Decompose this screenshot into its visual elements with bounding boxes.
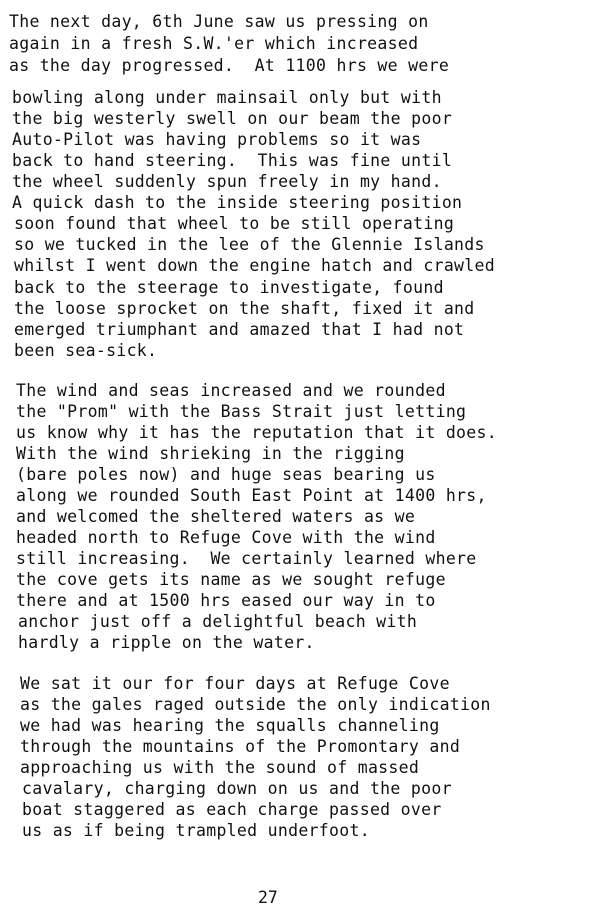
text-line: approaching us with the sound of massed (20, 758, 420, 777)
text-line: the big westerly swell on our beam the poor (12, 109, 453, 128)
text-line: the "Prom" with the Bass Strait just letting (16, 402, 467, 421)
text-line: there and at 1500 hrs eased our way in to (16, 591, 436, 610)
text-line: as the gales raged outside the only indication (20, 695, 491, 714)
text-line: whilst I went down the engine hatch and crawled (14, 256, 495, 275)
text-line: A quick dash to the inside steering position (12, 193, 463, 212)
text-line: bowling along under mainsail only but with (12, 88, 442, 107)
text-line: soon found that wheel to be still operating (14, 214, 455, 233)
text-line: hardly a ripple on the water. (18, 633, 315, 652)
text-line: still increasing. We certainly learned where (16, 549, 477, 568)
text-line: Auto-Pilot was having problems so it was (12, 130, 422, 149)
text-line: the loose sprocket on the shaft, fixed it and (14, 299, 475, 318)
text-line: The next day, 6th June saw us pressing on (9, 12, 429, 31)
text-line: cavalary, charging down on us and the poor (22, 779, 452, 798)
text-line: along we rounded South East Point at 1400 hrs, (16, 486, 487, 505)
text-line: back to the steerage to investigate, found (14, 278, 444, 297)
text-line: and welcomed the sheltered waters as we (16, 507, 416, 526)
text-line: the wheel suddenly spun freely in my hand. (12, 172, 442, 191)
text-line: again in a fresh S.W.'er which increased (9, 34, 419, 53)
text-line: We sat it our for four days at Refuge Cove (20, 674, 450, 693)
text-line: emerged triumphant and amazed that I had not (14, 320, 465, 339)
text-line: boat staggered as each charge passed over (22, 800, 442, 819)
text-line: we had was hearing the squalls channeling (20, 716, 440, 735)
text-line: us know why it has the reputation that it does. (16, 423, 497, 442)
text-line: the cove gets its name as we sought refuge (16, 570, 446, 589)
text-line: been sea-sick. (14, 341, 158, 360)
text-line: so we tucked in the lee of the Glennie Islands (14, 235, 485, 254)
text-line: With the wind shrieking in the rigging (16, 444, 405, 463)
page-number: 27 (258, 888, 278, 907)
text-line: as the day progressed. At 1100 hrs we were (9, 56, 450, 75)
text-line: us as if being trampled underfoot. (22, 821, 370, 840)
text-line: through the mountains of the Promontary and (20, 737, 461, 756)
text-line: The wind and seas increased and we rounded (16, 381, 446, 400)
text-line: headed north to Refuge Cove with the wind (16, 528, 436, 547)
text-line: back to hand steering. This was fine until (12, 151, 453, 170)
text-line: anchor just off a delightful beach with (18, 612, 418, 631)
text-line: (bare poles now) and huge seas bearing us (16, 465, 436, 484)
